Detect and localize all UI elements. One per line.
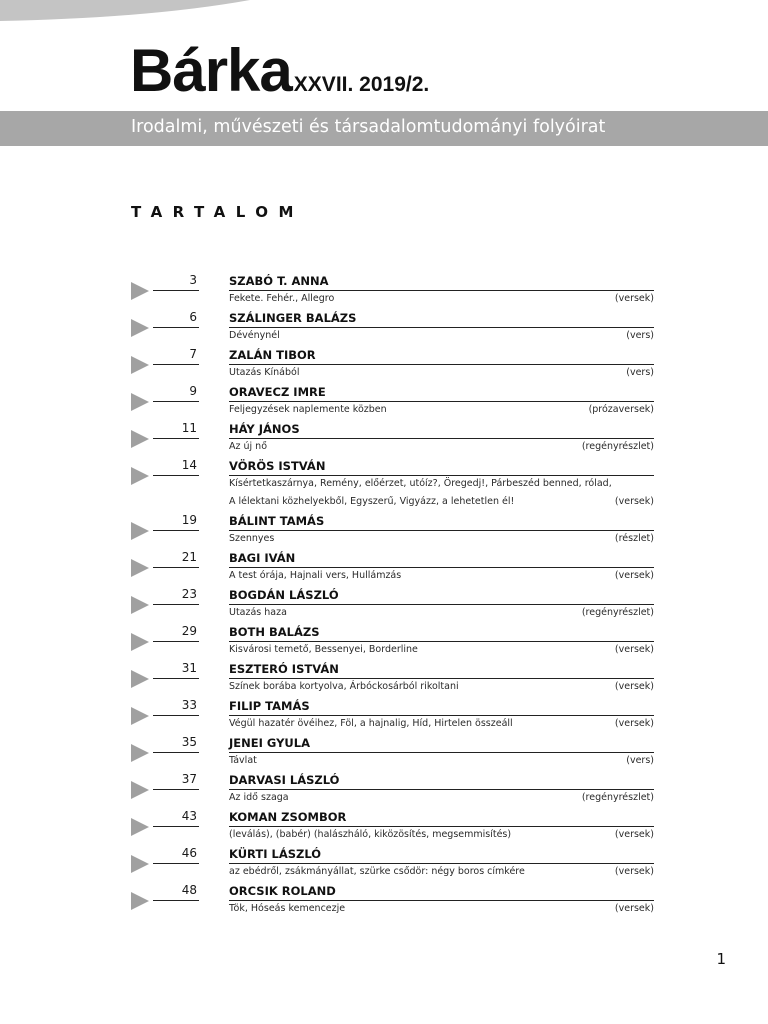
author-rule	[229, 715, 654, 716]
author-rule	[229, 290, 654, 291]
toc-genre: (vers)	[626, 755, 654, 766]
triangle-arrow-icon	[131, 855, 149, 873]
triangle-arrow-icon	[131, 744, 149, 762]
page-number-rule	[153, 678, 199, 679]
toc-work-title: az ebédről, zsákmányállat, szürke csődör: négy boros címkére	[229, 866, 525, 877]
toc-entry	[0, 548, 768, 585]
triangle-arrow-icon	[131, 282, 149, 300]
toc-page-number: 23	[181, 587, 197, 601]
toc-page-number: 11	[181, 421, 197, 435]
toc-page-number: 19	[181, 513, 197, 527]
toc-genre: (versek)	[614, 681, 654, 692]
toc-work-title: Kísértetkaszárnya, Remény, előérzet, utóíz?, Öregedj!, Párbeszéd benned, rólad,	[229, 478, 612, 489]
toc-work-title: Utazás Kínából	[229, 367, 300, 378]
toc-author: ORAVECZ IMRE	[229, 385, 326, 399]
toc-author: ORCSIK ROLAND	[229, 884, 336, 898]
author-rule	[229, 752, 654, 753]
author-rule	[229, 567, 654, 568]
toc-author: ZALÁN TIBOR	[229, 348, 316, 362]
triangle-arrow-icon	[131, 467, 149, 485]
journal-issue: XXVII. 2019/2.	[293, 73, 430, 96]
toc-work-title: Fekete. Fehér., Allegro	[229, 293, 335, 304]
author-rule	[229, 438, 654, 439]
triangle-arrow-icon	[131, 818, 149, 836]
toc-entry	[0, 271, 768, 308]
author-rule	[229, 678, 654, 679]
toc-page-number: 9	[189, 384, 197, 398]
toc-genre: (prózaversek)	[588, 404, 654, 415]
toc-page-number: 33	[181, 698, 197, 712]
toc-author: KOMAN ZSOMBOR	[229, 810, 347, 824]
toc-entry	[0, 733, 768, 770]
toc-page-number: 37	[181, 772, 197, 786]
toc-work-title: A test órája, Hajnali vers, Hullámzás	[229, 570, 402, 581]
toc-entry	[0, 881, 768, 918]
toc-entry	[0, 696, 768, 733]
toc-entry	[0, 659, 768, 696]
toc-genre: (versek)	[614, 866, 654, 877]
toc-author: KÜRTI LÁSZLÓ	[229, 847, 322, 861]
journal-title: Bárka	[130, 37, 292, 104]
page-number-rule	[153, 327, 199, 328]
toc-page-number: 35	[181, 735, 197, 749]
toc-genre: (részlet)	[614, 533, 654, 544]
toc-author: FILIP TAMÁS	[229, 699, 310, 713]
toc-work-title: Tök, Hóseás kemencezje	[229, 903, 346, 914]
toc-page-number: 48	[181, 883, 197, 897]
toc-genre: (versek)	[614, 496, 654, 507]
triangle-arrow-icon	[131, 892, 149, 910]
author-rule	[229, 475, 654, 476]
page-number-rule	[153, 401, 199, 402]
page-number-rule	[153, 438, 199, 439]
toc-page-number: 21	[181, 550, 197, 564]
toc-genre: (versek)	[614, 903, 654, 914]
masthead	[130, 37, 430, 104]
toc-genre: (regényrészlet)	[581, 792, 654, 803]
triangle-arrow-icon	[131, 393, 149, 411]
toc-entry	[0, 345, 768, 382]
toc-entry	[0, 844, 768, 881]
triangle-arrow-icon	[131, 781, 149, 799]
toc-page-number: 3	[189, 273, 197, 287]
page-number-rule	[153, 900, 199, 901]
page-number-rule	[153, 641, 199, 642]
page-number-rule	[153, 863, 199, 864]
toc-work-title: A lélektani közhelyekből, Egyszerű, Vigyázz, a lehetetlen él!	[229, 496, 515, 507]
page-number-rule	[153, 752, 199, 753]
toc-work-title: Dévénynél	[229, 330, 280, 341]
triangle-arrow-icon	[131, 633, 149, 651]
toc-genre: (regényrészlet)	[581, 441, 654, 452]
toc-genre: (versek)	[614, 829, 654, 840]
triangle-arrow-icon	[131, 559, 149, 577]
author-rule	[229, 327, 654, 328]
toc-genre: (regényrészlet)	[581, 607, 654, 618]
toc-entry	[0, 419, 768, 456]
triangle-arrow-icon	[131, 670, 149, 688]
journal-subtitle: Irodalmi, művészeti és társadalomtudományi folyóirat	[131, 117, 606, 137]
toc-entry	[0, 456, 768, 511]
toc-work-title: (leválás), (babér) (halászháló, kiközösítés, megsemmisítés)	[229, 829, 512, 840]
author-rule	[229, 530, 654, 531]
toc-work-title: Az idő szaga	[229, 792, 289, 803]
toc-entry	[0, 585, 768, 622]
toc-entry	[0, 807, 768, 844]
triangle-arrow-icon	[131, 596, 149, 614]
author-rule	[229, 401, 654, 402]
page-number: 1	[716, 950, 726, 968]
author-rule	[229, 364, 654, 365]
author-rule	[229, 826, 654, 827]
toc-heading: TARTALOM	[131, 203, 304, 221]
toc-author: BOTH BALÁZS	[229, 625, 320, 639]
toc-entry	[0, 308, 768, 345]
toc-work-title: Szennyes	[229, 533, 275, 544]
toc-genre: (versek)	[614, 718, 654, 729]
toc-page-number: 7	[189, 347, 197, 361]
toc-work-title: Távlat	[229, 755, 257, 766]
author-rule	[229, 604, 654, 605]
subtitle-band	[0, 111, 768, 146]
author-rule	[229, 900, 654, 901]
toc-author: ESZTERÓ ISTVÁN	[229, 662, 339, 676]
toc-page-number: 43	[181, 809, 197, 823]
page-number-rule	[153, 567, 199, 568]
toc-genre: (vers)	[626, 330, 654, 341]
toc-author: HÁY JÁNOS	[229, 422, 300, 436]
toc-page-number: 31	[181, 661, 197, 675]
page-number-rule	[153, 364, 199, 365]
toc-genre: (vers)	[626, 367, 654, 378]
page-number-rule	[153, 604, 199, 605]
toc-genre: (versek)	[614, 293, 654, 304]
toc-author: JENEI GYULA	[229, 736, 310, 750]
toc-work-title: Kisvárosi temető, Bessenyei, Borderline	[229, 644, 418, 655]
page-number-rule	[153, 290, 199, 291]
page-number-rule	[153, 826, 199, 827]
triangle-arrow-icon	[131, 430, 149, 448]
toc-author: DARVASI LÁSZLÓ	[229, 773, 340, 787]
triangle-arrow-icon	[131, 356, 149, 374]
toc-work-title: Az új nő	[229, 441, 268, 452]
toc-author: BÁLINT TAMÁS	[229, 514, 325, 528]
author-rule	[229, 863, 654, 864]
author-rule	[229, 789, 654, 790]
page-number-rule	[153, 789, 199, 790]
page-number-rule	[153, 475, 199, 476]
page-number-rule	[153, 715, 199, 716]
toc-entry	[0, 622, 768, 659]
triangle-arrow-icon	[131, 522, 149, 540]
corner-arc-decoration	[0, 0, 300, 30]
toc-page-number: 29	[181, 624, 197, 638]
toc-page-number: 46	[181, 846, 197, 860]
toc-entry	[0, 770, 768, 807]
toc-page-number: 6	[189, 310, 197, 324]
toc-author: SZÁLINGER BALÁZS	[229, 311, 357, 325]
toc-genre: (versek)	[614, 570, 654, 581]
toc-entry	[0, 382, 768, 419]
triangle-arrow-icon	[131, 707, 149, 725]
toc-work-title: Feljegyzések naplemente közben	[229, 404, 387, 415]
toc-author: SZABÓ T. ANNA	[229, 274, 329, 288]
triangle-arrow-icon	[131, 319, 149, 337]
toc-work-title: Utazás haza	[229, 607, 287, 618]
page-number-rule	[153, 530, 199, 531]
toc-author: VÖRÖS ISTVÁN	[229, 459, 326, 473]
toc-author: BAGI IVÁN	[229, 551, 296, 565]
toc-author: BOGDÁN LÁSZLÓ	[229, 588, 339, 602]
toc-page-number: 14	[181, 458, 197, 472]
toc-work-title: Színek borába kortyolva, Árbóckosárból rikoltani	[229, 681, 459, 692]
author-rule	[229, 641, 654, 642]
toc-genre: (versek)	[614, 644, 654, 655]
toc-entry	[0, 511, 768, 548]
toc-work-title: Végül hazatér övéihez, Föl, a hajnalig, Híd, Hirtelen összeáll	[229, 718, 513, 729]
